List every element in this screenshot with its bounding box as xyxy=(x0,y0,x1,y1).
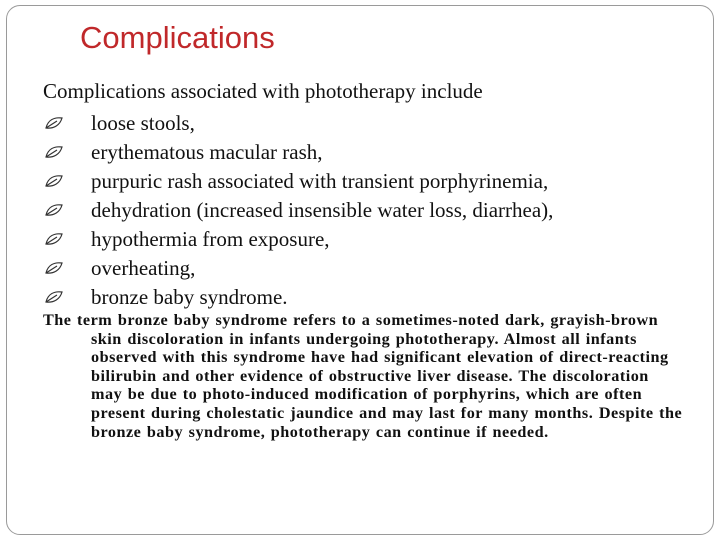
list-item-text: loose stools, xyxy=(91,111,195,135)
leaf-bullet-icon xyxy=(45,233,63,245)
list-item xyxy=(43,138,553,167)
list-item xyxy=(43,167,553,196)
intro-text: Complications associated with phototherapy include xyxy=(43,79,483,103)
leaf-bullet-icon xyxy=(45,262,63,274)
list-item xyxy=(43,225,553,254)
list-item xyxy=(43,283,553,312)
leaf-bullet-icon xyxy=(45,146,63,158)
leaf-bullet-icon xyxy=(45,175,63,187)
leaf-bullet-icon xyxy=(45,291,63,303)
list-item-text: erythematous macular rash, xyxy=(91,140,323,164)
list-item-text: hypothermia from exposure, xyxy=(91,227,330,251)
list-item xyxy=(43,196,553,225)
list-item-text: purpuric rash associated with transient porphyrinemia, xyxy=(91,169,549,193)
leaf-bullet-icon xyxy=(45,204,63,216)
list-item-text: bronze baby syndrome. xyxy=(91,285,288,309)
bronze-baby-note: The term bronze baby syndrome refers to a sometimes-noted dark, grayish-brown skin discoloration in infants undergoing phototherapy. Almost all infants observed with this syndrome have had significant elevation of direct-reacting bilirubin and other evidence of obstructive liver disease. The discoloration may be due to photo-induced modification of porphyrins, which are often present during cholestatic jaundice and may last for many months. Despite the bronze baby syndrome, phototherapy can continue if needed. xyxy=(43,311,683,441)
complications-list xyxy=(43,109,553,312)
slide-title: Complications xyxy=(80,20,275,55)
list-item-text: overheating, xyxy=(91,256,196,280)
leaf-bullet-icon xyxy=(45,117,63,129)
list-item xyxy=(43,109,553,138)
list-item xyxy=(43,254,553,283)
list-item-text: dehydration (increased insensible water loss, diarrhea), xyxy=(91,198,554,222)
